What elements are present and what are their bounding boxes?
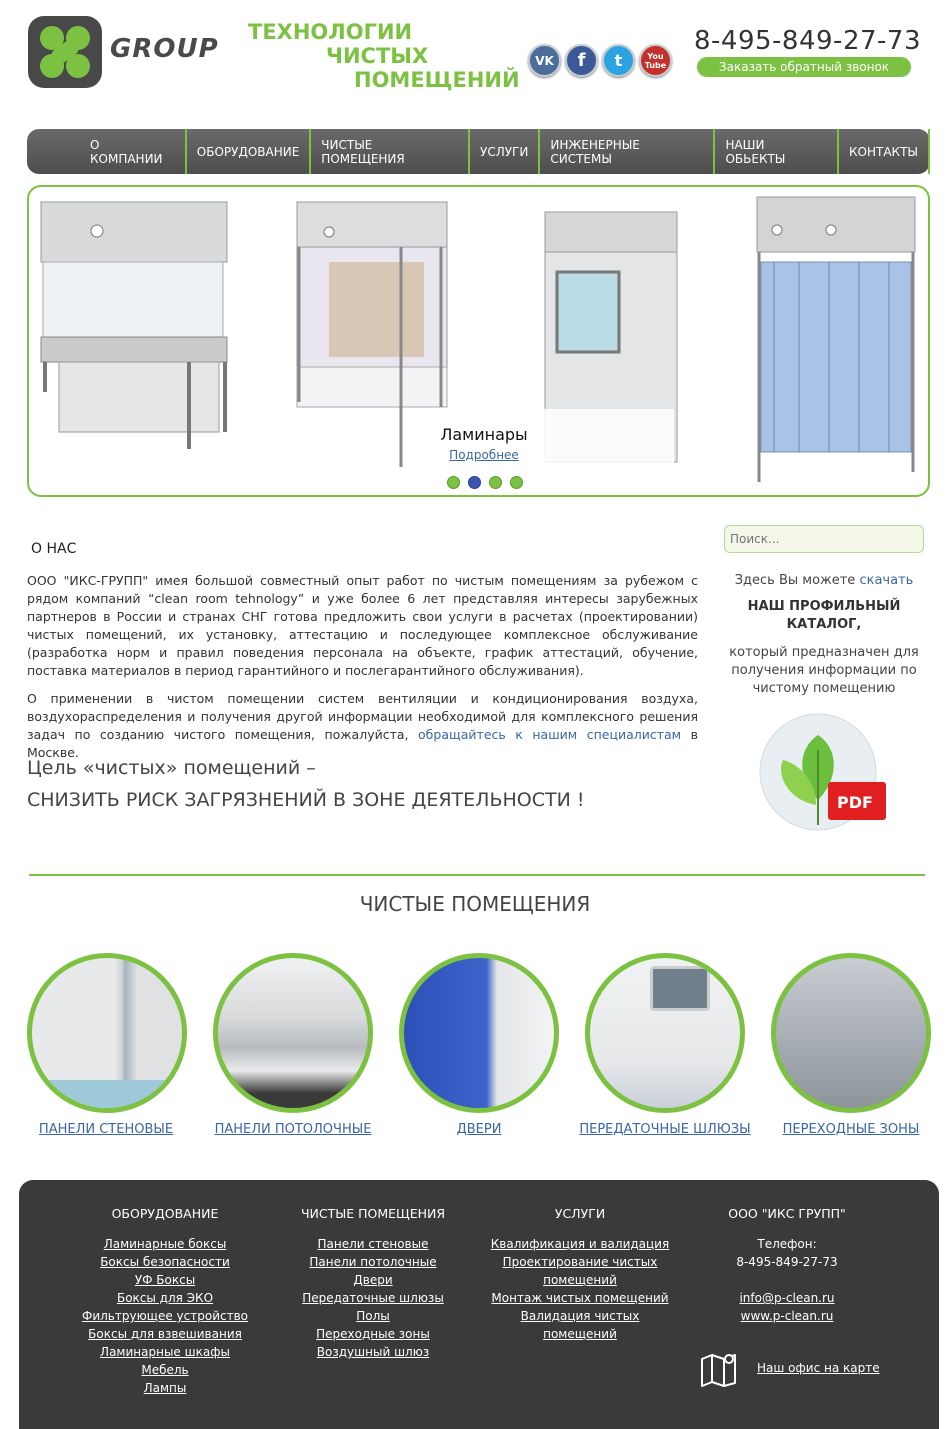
youtube-icon[interactable]: You Tube [639,44,672,77]
nav-engineering[interactable]: ИНЖЕНЕРНЫЕ СИСТЕМЫ [538,129,713,174]
nav-about[interactable]: О КОМПАНИИ [90,137,163,166]
about-text: в Москве. [27,727,699,760]
slide-more-link[interactable]: Подробнее [449,448,519,462]
nav-objects[interactable]: НАШИ ОБЬЕКТЫ [713,129,837,174]
slider-dots [447,476,523,489]
svg-text:PDF: PDF [837,793,873,812]
footer-link[interactable]: Двери [353,1273,393,1287]
nav-clean-rooms[interactable]: ЧИСТЫЕ ПОМЕЩЕНИЯ [309,129,468,174]
room-link-ceiling-panels[interactable]: ПАНЕЛИ ПОТОЛОЧНЫЕ [214,1122,372,1137]
footer-link[interactable]: Воздушный шлюз [316,1345,430,1359]
main-nav [27,129,930,174]
section-divider [29,874,925,876]
tagline-line: ПОМЕЩЕНИЙ [354,68,520,92]
footer-link[interactable]: Передаточные шлюзы [302,1291,444,1305]
footer-link[interactable]: Монтаж чистых помещений [491,1291,669,1305]
footer-col-services [482,1206,678,1343]
footer-link[interactable]: Лампы [143,1381,187,1395]
about-heading: О НАС [31,541,77,557]
footer-link[interactable]: Боксы безопасности [100,1255,230,1269]
hero-slider[interactable] [27,185,930,497]
download-note [724,572,924,590]
about-paragraph: ООО "ИКС-ГРУПП" имея большой совместный опыт работ по чистым помещениям за рубежом с рядом компаний “clean room tehnology” и уже более 6 лет представляя интересы зарубежных партнеров в России и странах СНГ готова предложить свои услуги в расчетах (проектировании) чистых помещений, их установку, аттестацию и последующее комплексное обслуживание (разработка норм и правил поведения персонала на объекте, график аттестаций, обучение, поставка материалов в период гарантийного и послегарантийного обслуживания). [27,573,698,678]
transition-zones-image[interactable] [771,953,931,1113]
footer-link[interactable]: Ламинарные шкафы [100,1345,230,1359]
footer-link[interactable]: Боксы для ЭКО [116,1291,214,1305]
search-input[interactable] [724,525,924,553]
vk-icon[interactable]: VK [528,44,561,77]
room-link-transition-zones[interactable]: ПЕРЕХОДНЫЕ ЗОНЫ [782,1122,920,1137]
map-icon[interactable] [700,1351,737,1387]
catalog-description: который предназначен для получения информации по чистому помещению [729,645,919,696]
pdf-catalog-icon[interactable] [758,710,893,835]
footer-link[interactable]: Фильтрующее устройство [81,1309,248,1323]
callback-button[interactable]: Заказать обратный звонок [697,57,911,77]
catalog-title: НАШ ПРОФИЛЬНЫЙ КАТАЛОГ, [747,599,901,632]
laminar-bench-image [41,202,227,449]
footer-heading: ЧИСТЫЕ ПОМЕЩЕНИЯ [300,1206,446,1221]
footer-link[interactable]: Панели потолочные [309,1255,437,1269]
brand-name: GROUP [110,34,219,64]
download-text: Здесь Вы можете [734,573,860,588]
about-paragraph-2 [27,690,698,762]
goal-heading: Цель «чистых» помещений – [27,757,316,779]
slider-dot[interactable] [489,476,502,489]
download-link[interactable]: скачать [859,573,914,588]
ceiling-panels-image[interactable] [213,953,373,1113]
tagline [240,20,520,92]
site-link[interactable]: www.p-clean.ru [740,1309,834,1323]
wall-panels-image[interactable] [27,953,187,1113]
footer-link[interactable]: Проектирование чистых помещений [502,1255,658,1287]
curtain-cabinet-image [297,202,447,467]
footer-link[interactable]: Панели стеновые [317,1237,429,1251]
slider-dot[interactable] [510,476,523,489]
tagline-line: ЧИСТЫХ [326,44,429,68]
footer-link[interactable]: УФ Боксы [134,1273,196,1287]
nav-equipment[interactable]: ОБОРУДОВАНИЕ [185,129,310,174]
footer-link[interactable]: Мебель [141,1363,189,1377]
footer-link[interactable]: Ламинарные боксы [103,1237,227,1251]
contact-specialists-link[interactable]: обращайтесь к нашим специалистам [418,727,682,742]
email-link[interactable]: info@p-clean.ru [739,1291,835,1305]
doors-image[interactable] [399,953,559,1113]
slide-title: Ламинары [440,425,528,444]
footer-link[interactable]: Полы [356,1309,390,1323]
nav-contacts[interactable]: КОНТАКТЫ [837,129,930,174]
room-link-wall-panels[interactable]: ПАНЕЛИ СТЕНОВЫЕ [38,1122,174,1137]
twitter-icon[interactable]: t [602,44,635,77]
footer-heading: ООО "ИКС ГРУПП" [728,1206,846,1221]
footer-heading: ОБОРУДОВАНИЕ [111,1206,219,1221]
footer-link[interactable]: Валидация чистых помещений [520,1309,640,1341]
goal-subheading: СНИЗИТЬ РИСК ЗАГРЯЗНЕНИЙ В ЗОНЕ ДЕЯТЕЛЬНОСТИ ! [27,789,585,811]
room-link-doors[interactable]: ДВЕРИ [456,1122,502,1137]
rooms-heading: ЧИСТЫЕ ПОМЕЩЕНИЯ [359,892,591,916]
slider-dot-active[interactable] [468,476,481,489]
header-phone: 8-495-849-27-73 [694,26,921,56]
office-map-link[interactable]: Наш офис на карте [757,1361,880,1375]
phone-label: Телефон: [757,1237,817,1251]
nav-services[interactable]: УСЛУГИ [468,129,538,174]
pass-through-image[interactable] [585,953,745,1113]
footer-link[interactable]: Переходные зоны [316,1327,430,1341]
footer-heading: УСЛУГИ [554,1206,606,1221]
slide-caption [439,425,529,462]
about-text: О применении в чистом помещении систем вентиляции и кондиционирования воздуха, воздухораспределения и получения другой информации необходимой для комплексного решения задач по созданию чистого помещения, пожалуйста, [27,691,698,742]
footer-col-equipment [80,1206,250,1397]
footer-col-clean-rooms [292,1206,454,1361]
room-link-pass-boxes[interactable]: ПЕРЕДАТОЧНЫЕ ШЛЮЗЫ [579,1122,751,1137]
footer-phone: 8-495-849-27-73 [736,1255,838,1269]
slider-dot[interactable] [447,476,460,489]
facebook-icon[interactable]: f [565,44,598,77]
logo[interactable] [28,16,102,88]
tagline-line: ТЕХНОЛОГИИ [248,20,413,44]
blue-curtain-cabinet-image [757,197,915,482]
footer-link[interactable]: Квалификация и валидация [490,1237,670,1251]
spacer [712,1271,862,1289]
footer-col-company [712,1206,862,1325]
footer-link[interactable]: Боксы для взвешивания [88,1327,242,1341]
social-links [528,44,672,77]
